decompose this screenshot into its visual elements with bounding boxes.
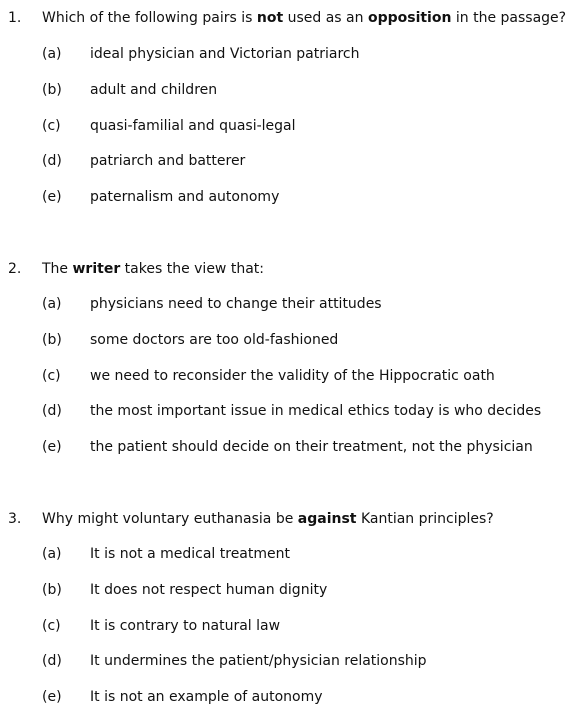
option-letter: (e) [42, 439, 62, 455]
option-3a [0, 546, 530, 566]
option-3d [0, 653, 530, 673]
stem-text: in the passage? [451, 10, 566, 26]
question-stem [42, 261, 264, 277]
option-2c [0, 368, 530, 388]
option-2e [0, 439, 533, 459]
option-3c [0, 618, 530, 638]
option-letter: (a) [42, 546, 62, 562]
option-letter: (d) [42, 403, 62, 419]
question-number: 1. [8, 10, 22, 26]
option-1e [0, 189, 530, 209]
option-text: adult and children [90, 82, 218, 98]
option-letter: (e) [42, 689, 62, 705]
stem-text: The [42, 261, 73, 277]
option-3b [0, 582, 530, 602]
option-text: ideal physician and Victorian patriarch [90, 46, 360, 62]
stem-text: Kantian principles? [356, 511, 494, 527]
option-letter: (b) [42, 582, 62, 598]
question-stem [42, 10, 566, 26]
stem-emphasis: against [297, 511, 357, 527]
option-2b [0, 332, 530, 352]
option-text: It undermines the patient/physician relationship [90, 653, 427, 669]
option-text: paternalism and autonomy [90, 189, 280, 205]
option-1d [0, 153, 530, 173]
stem-emphasis: writer [72, 261, 121, 277]
stem-text: takes the view that: [120, 261, 264, 277]
stem-emphasis: not [256, 10, 284, 26]
stem-emphasis: opposition [367, 10, 452, 26]
option-text: the patient should decide on their treatment, not the physician [90, 439, 533, 455]
option-text: It is not a medical treatment [90, 546, 290, 562]
option-text: quasi-familial and quasi-legal [90, 118, 296, 134]
option-2a [0, 296, 530, 316]
option-text: It is not an example of autonomy [90, 689, 323, 705]
option-text: It is contrary to natural law [90, 618, 281, 634]
stem-text: Why might voluntary euthanasia be [42, 511, 298, 527]
option-letter: (c) [42, 118, 61, 134]
option-text: patriarch and batterer [90, 153, 246, 169]
question-number: 2. [8, 261, 22, 277]
stem-text: used as an [283, 10, 368, 26]
option-text: It does not respect human dignity [90, 582, 328, 598]
option-letter: (c) [42, 368, 61, 384]
option-letter: (d) [42, 153, 62, 169]
option-letter: (e) [42, 189, 62, 205]
option-text: the most important issue in medical ethics today is who decides [90, 403, 542, 419]
option-letter: (a) [42, 46, 62, 62]
option-2d [0, 403, 542, 423]
option-1a [0, 46, 530, 66]
option-letter: (a) [42, 296, 62, 312]
option-text: physicians need to change their attitudes [90, 296, 382, 312]
option-letter: (c) [42, 618, 61, 634]
option-letter: (b) [42, 332, 62, 348]
stem-text: Which of the following pairs is [42, 10, 257, 26]
option-1c [0, 118, 530, 138]
option-letter: (b) [42, 82, 62, 98]
question-stem [42, 511, 494, 527]
option-text: some doctors are too old-fashioned [90, 332, 339, 348]
option-text: we need to reconsider the validity of the Hippocratic oath [90, 368, 495, 384]
option-3e [0, 689, 530, 709]
question-number: 3. [8, 511, 22, 527]
option-letter: (d) [42, 653, 62, 669]
option-1b [0, 82, 530, 102]
